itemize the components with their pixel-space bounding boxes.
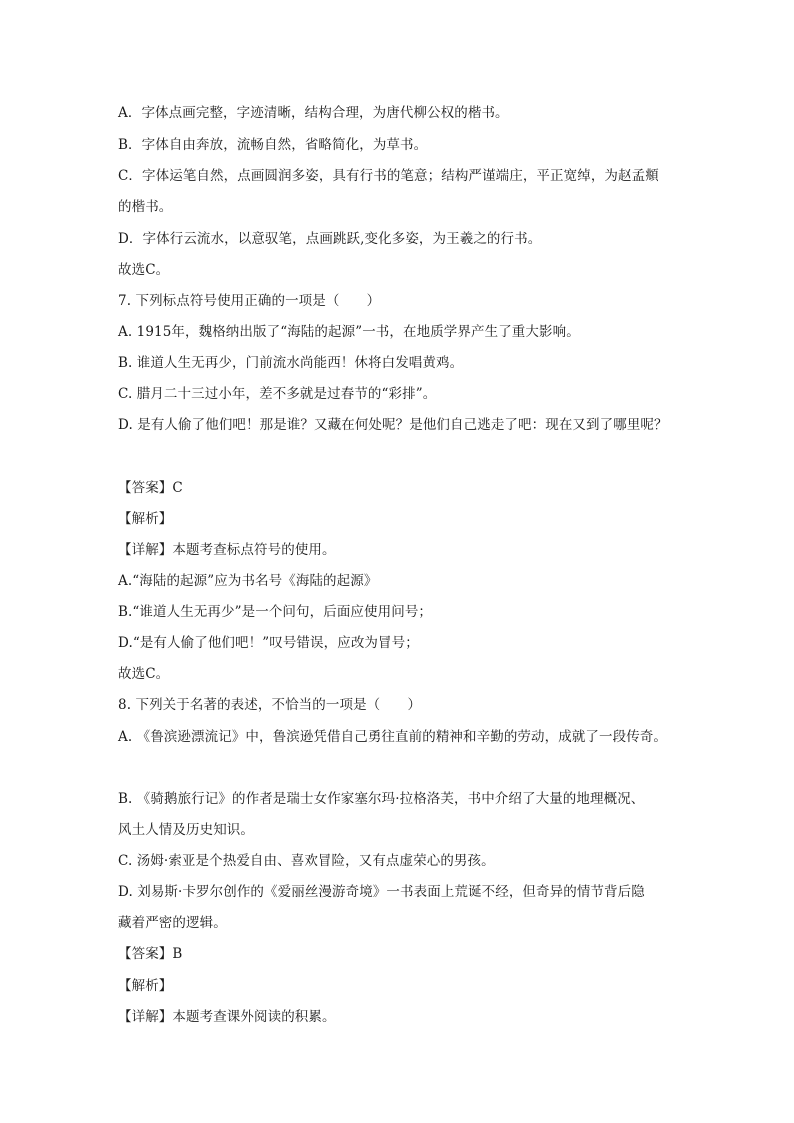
q7-detail: 【详解】本题考查标点符号的使用。 [118, 542, 336, 558]
q7-conclusion: 故选C。 [118, 666, 170, 682]
q8-option-b-line1: B. 《骑鹅旅行记》的作者是瑞士女作家塞尔玛·拉格洛芙，书中介绍了大量的地理概况、 [118, 791, 645, 807]
q7-explain-a: A.“海陆的起源”应为书名号《海陆的起源》 [118, 573, 378, 589]
q6-option-d: D．字体行云流水，以意驭笔，点画跳跃,变化多姿，为王羲之的行书。 [118, 231, 542, 247]
q6-option-a: A．字体点画完整，字迹清晰，结构合理，为唐代柳公权的楷书。 [118, 105, 509, 121]
q7-option-a: A. 1915年，魏格纳出版了“海陆的起源”一书，在地质学界产生了重大影响。 [118, 324, 580, 340]
q7-answer: 【答案】C [118, 480, 183, 496]
q8-analysis-label: 【解析】 [118, 978, 173, 994]
q7-option-d: D. 是有人偷了他们吧！那是谁？又藏在何处呢？是他们自己逃走了吧：现在又到了哪里呢？ [118, 417, 668, 433]
q6-conclusion: 故选C。 [118, 262, 170, 278]
q6-option-c-line2: 的楷书。 [118, 199, 173, 215]
q7-stem: 7. 下列标点符号使用正确的一项是（ ） [118, 293, 381, 309]
q8-answer: 【答案】B [118, 946, 183, 962]
q7-analysis-label: 【解析】 [118, 511, 173, 527]
q6-option-c-line1: C．字体运笔自然，点画圆润多姿，具有行书的笔意；结构严谨端庄，平正宽绰，为赵孟頫 [118, 168, 659, 184]
q8-option-b-line2: 风土人情及历史知识。 [118, 822, 254, 838]
q8-option-c: C. 汤姆·索亚是个热爱自由、喜欢冒险，又有点虚荣心的男孩。 [118, 853, 495, 869]
q6-option-b: B．字体自由奔放，流畅自然，省略简化，为草书。 [118, 137, 428, 153]
q7-option-c: C. 腊月二十三过小年，差不多就是过春节的“彩排”。 [118, 386, 437, 402]
q8-detail: 【详解】本题考查课外阅读的积累。 [118, 1009, 336, 1025]
q8-option-a: A. 《鲁滨逊漂流记》中，鲁滨逊凭借自己勇往直前的精神和辛勤的劳动，成就了一段传奇。 [118, 729, 668, 745]
q7-explain-d: D.“是有人偷了他们吧！”叹号错误，应改为冒号； [118, 635, 419, 651]
q7-option-b: B. 谁道人生无再少，门前流水尚能西！休将白发唱黄鸡。 [118, 355, 464, 371]
q8-stem: 8. 下列关于名著的表述，不恰当的一项是（ ） [118, 697, 422, 713]
q8-option-d-line1: D. 刘易斯·卡罗尔创作的《爱丽丝漫游奇境》一书表面上荒诞不经，但奇异的情节背后隐 [118, 884, 645, 900]
q8-option-d-line2: 藏着严密的逻辑。 [118, 915, 227, 931]
q7-explain-b: B.“谁道人生无再少”是一个问句，后面应使用问号； [118, 604, 433, 620]
